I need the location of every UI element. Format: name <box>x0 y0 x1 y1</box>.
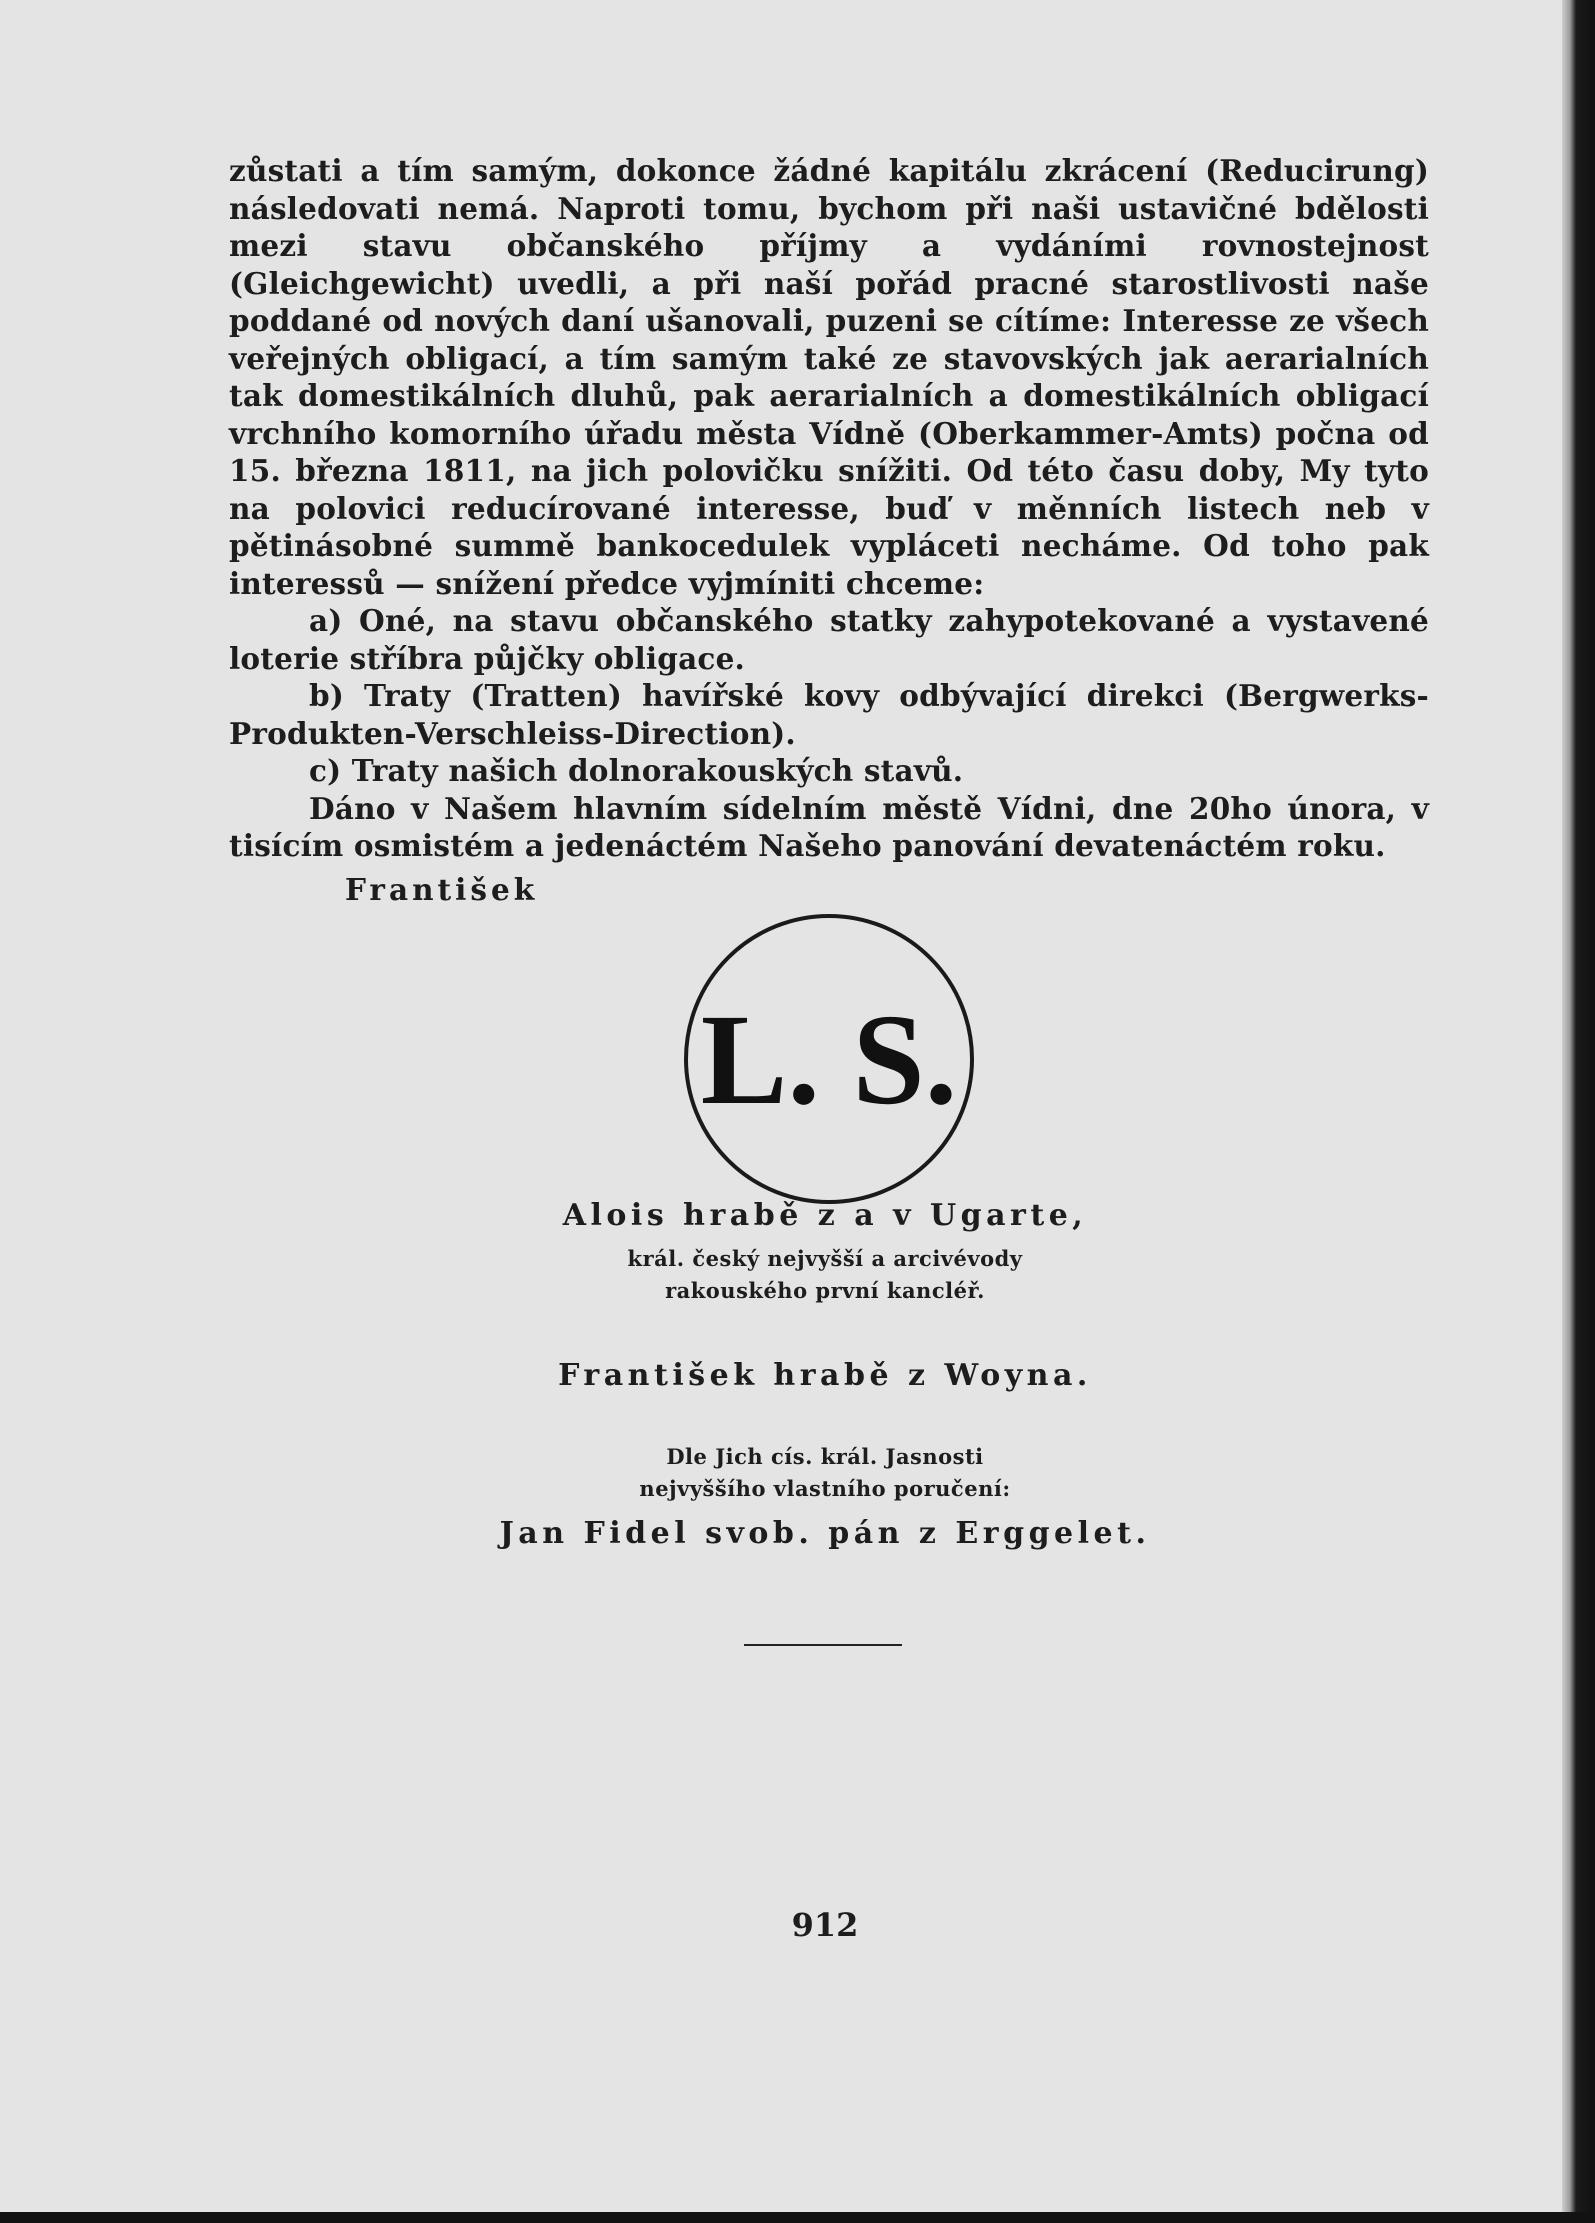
ugarte-title-2: rakouského první kancléř. <box>665 1278 985 1303</box>
ugarte-title-1: král. český nejvyšší a arcivévody <box>627 1246 1023 1271</box>
exception-a: a) Oné, na stavu občanského statky zahypotekované a vystavené loterie stříbra půjčky obligace. <box>229 603 1429 676</box>
paragraph-interest: zůstati a tím samým, dokonce žádné kapitálu zkrácení (Reducirung) následovati nemá. Naproti tomu, bychom při naši ustavičné bdělosti mezi stavu občanského příjmy a vydáními rovnostejnost (Gleichgewicht) uvedli, a při naší pořád pracné starostlivosti naše poddané od nových daní ušanovali, puzeni se cítíme: Interesse ze všech veřejných obligací, a tím samým také ze stavovských jak aerarialních tak domestikálních dluhů, pak aerarialních a domestikálních obligací vrchního komorního úřadu města Vídně (Oberkammer-Amts) počna od 15. března 1811, na jich polovičku snížiti. Od této času doby, My tyto na polovici reducírované interesse, buď v měnních listech neb v pětinásobné summě bankocedulek vypláceti necháme. Od toho pak interessů — snížení předce vyjmíniti chceme: <box>229 153 1429 601</box>
exception-c: c) Traty našich dolnorakouských stavů. <box>309 753 964 788</box>
page-edge-right <box>1562 0 1595 2223</box>
seal-text: L. S. <box>700 988 958 1132</box>
seal-ls-icon <box>683 913 975 1205</box>
page-number: 912 <box>791 1906 859 1944</box>
exception-b: b) Traty (Tratten) havířské kovy odbývající direkci (Bergwerks-Produkten-Verschleiss-Direction). <box>229 678 1429 751</box>
erggelet-name: Jan Fidel svob. pán z Erggelet. <box>499 1516 1151 1551</box>
order-line-1: Dle Jich cís. král. Jasnosti <box>666 1444 984 1469</box>
order-line-2: nejvyššího vlastního poručení: <box>639 1476 1011 1501</box>
dating-clause: Dáno v Našem hlavním sídelním městě Vídni, dne 20ho února, v tisícím osmistém a jedenáctém Našeho panování devatenáctém roku. <box>229 790 1429 863</box>
page-edge-bottom <box>0 2212 1595 2223</box>
woyna-name: František hrabě z Woyna. <box>558 1358 1092 1393</box>
emperor-signature: František <box>345 872 539 907</box>
ugarte-name: Alois hrabě z a v Ugarte, <box>562 1198 1088 1233</box>
closing-rule <box>744 1644 902 1646</box>
decree-text <box>229 152 1429 865</box>
